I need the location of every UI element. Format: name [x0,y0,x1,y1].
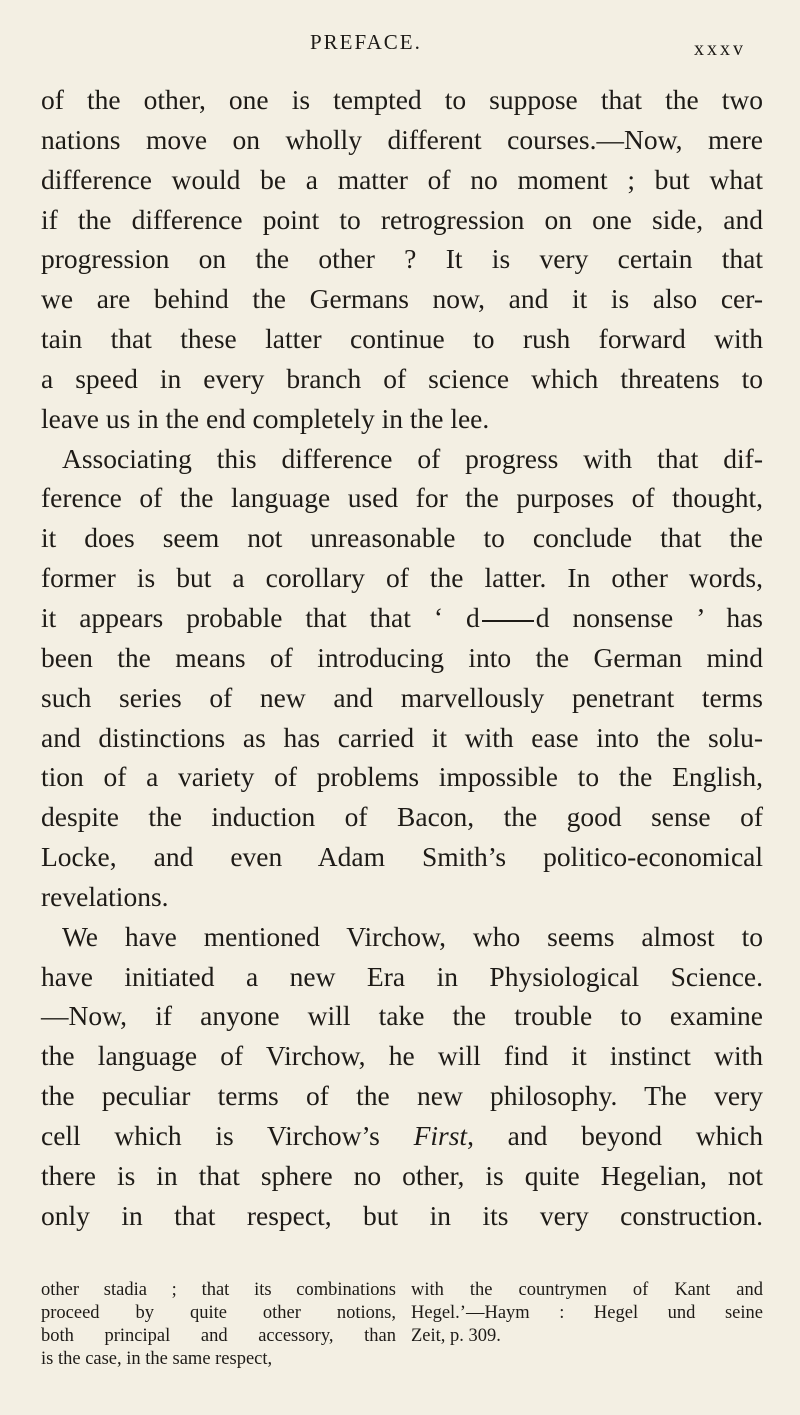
text-line: if the difference point to retrogression on one side, and [41,203,763,235]
footnote-line: is the case, in the same respect, [41,1349,273,1369]
text-line: such series of new and marvellously penetrant terms [41,681,763,713]
footnote-line: proceed by quite other notions, [41,1303,396,1323]
text-segment: cell which is Virchow’s [41,1119,414,1151]
footnote-line: Zeit, p. 309. [411,1326,501,1346]
text-line: ference of the language used for the purposes of thought, [41,482,763,514]
text-segment: it appears probable that that ‘ d [41,601,480,633]
text-line: the language of Virchow, he will find it instinct with [41,1040,763,1072]
running-head [0,30,800,70]
text-line: we are behind the Germans now, and it is also cer- [41,283,763,315]
paragraph-end-line: revelations. [41,880,169,912]
italic-word: First [413,1119,468,1151]
em-dash-rule [482,620,534,622]
text-line: tion of a variety of problems impossible to the English, [41,761,763,793]
text-segment: , and beyond which [467,1119,763,1151]
footnote-column-left [41,1279,396,1371]
footnote-block [41,1279,763,1371]
text-line: the peculiar terms of the new philosophy. The very [41,1080,763,1112]
text-line: been the means of introducing into the German mind [41,641,763,673]
paragraph-end-line: leave us in the end completely in the lee. [41,402,490,434]
text-line: and distinctions as has carried it with ease into the solu- [41,721,763,753]
text-segment: d nonsense ’ has [535,601,763,633]
text-line: tain that these latter continue to rush forward with [41,323,763,355]
text-line: of the other, one is tempted to suppose that the two [41,84,763,115]
footnote-line: with the countrymen of Kant and [411,1280,763,1300]
text-line: Locke, and even Adam Smith’s politico-economical [41,841,763,873]
text-line: —Now, if anyone will take the trouble to examine [41,1000,763,1032]
footnote-line: other stadia ; that its combinations [41,1280,396,1300]
page-number: xxxv [694,38,746,60]
running-head-title: PREFACE. [310,30,422,54]
text-line: have initiated a new Era in Physiological Science. [41,960,763,992]
text-line: former is but a corollary of the latter. In other words, [41,562,763,594]
text-line: difference would be a matter of no moment ; but what [41,163,763,195]
text-line: despite the induction of Bacon, the good sense of [41,801,763,833]
body-text [41,80,763,1235]
footnote-line: Hegel.’—Haym : Hegel und seine [411,1303,763,1323]
paragraph-start-line: We have mentioned Virchow, who seems almost to [62,920,763,952]
text-line-with-dash [41,598,763,638]
text-line: a speed in every branch of science which threatens to [41,362,763,394]
text-line: it does seem not unreasonable to conclude that the [41,522,763,554]
footnote-line: both principal and accessory, than [41,1326,396,1346]
text-line: only in that respect, but in its very construction. [41,1199,763,1231]
text-line: there is in that sphere no other, is quite Hegelian, not [41,1159,763,1191]
paragraph-start-line: Associating this difference of progress with that dif- [62,442,763,474]
text-line: progression on the other ? It is very certain that [41,243,763,275]
footnote-column-right [411,1279,763,1371]
text-line: nations move on wholly different courses.—Now, mere [41,123,763,155]
text-line-with-italic [41,1116,763,1156]
